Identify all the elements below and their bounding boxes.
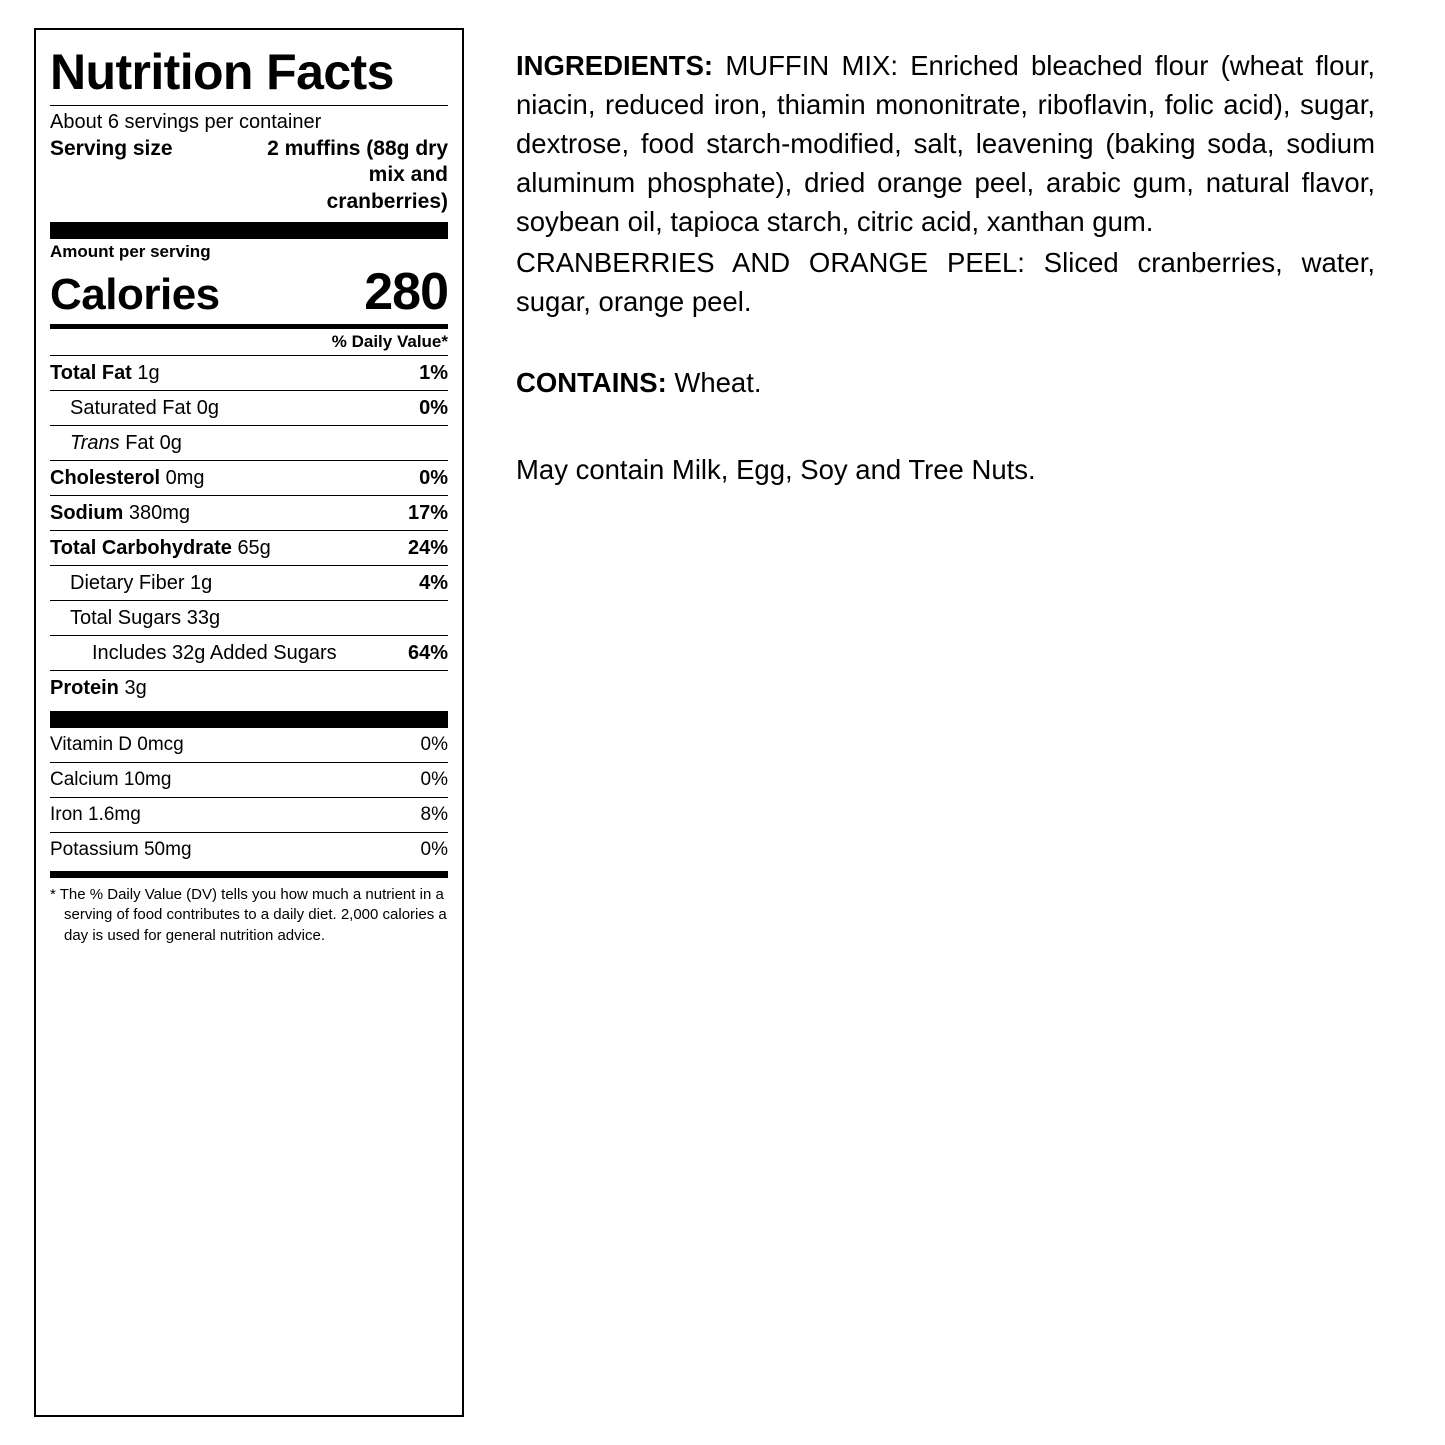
serving-size-value-line3: cranberries) [326, 190, 448, 214]
footnote-text: * The % Daily Value (DV) tells you how much a nutrient in a serving of food contributes to a daily diet. 2,000 calories a day is used for general nutrition advice. [50, 886, 447, 944]
table-row [50, 460, 448, 495]
servings-per-container: About 6 servings per container [50, 110, 322, 133]
nutrient-name: Cholesterol 0mg [50, 467, 205, 490]
ingredients-paragraph [516, 46, 1375, 241]
table-row [50, 728, 448, 762]
nutrient-name: Protein 3g [50, 677, 147, 700]
nutrition-facts-title: Nutrition Facts [50, 44, 394, 100]
vitamin-name: Iron 1.6mg [50, 804, 141, 826]
table-row [50, 635, 448, 670]
table-row [50, 762, 448, 797]
vitamin-name: Calcium 10mg [50, 769, 172, 791]
spacer [516, 323, 1375, 363]
serving-size-value-line1: 2 muffins (88g dry [267, 136, 448, 160]
calories-label: Calories [50, 270, 220, 320]
may-contain-paragraph: May contain Milk, Egg, Soy and Tree Nuts. [516, 454, 1036, 486]
contains-heading: CONTAINS: [516, 367, 667, 399]
nutrient-dv: 1% [419, 362, 448, 385]
amount-per-serving-label: Amount per serving [50, 242, 211, 262]
table-row [50, 355, 448, 390]
table-row [50, 530, 448, 565]
table-row [50, 670, 448, 705]
ingredients-text: MUFFIN MIX: Enriched bleached flour (wheat flour, niacin, reduced iron, thiamin mononitrate, riboflavin, folic acid), sugar, dextrose, food starch-modified, salt, leavening (baking soda, sodium aluminum phosphate), dried orange peel, arabic gum, natural flavor, soybean oil, tapioca starch, citric acid, xanthan gum. [516, 50, 1375, 238]
cranberries-paragraph: CRANBERRIES AND ORANGE PEEL: Sliced cranberries, water, sugar, orange peel. [516, 247, 1375, 318]
nutrient-name: Sodium 380mg [50, 502, 191, 525]
vitamin-dv: 0% [420, 839, 448, 861]
nutrient-name: Saturated Fat 0g [70, 397, 219, 420]
divider-above-footnote [50, 871, 448, 878]
divider-thick-mid [50, 711, 448, 728]
contains-paragraph [516, 363, 1375, 402]
nutrition-facts-panel [34, 28, 464, 1417]
vitamin-name: Potassium 50mg [50, 839, 192, 861]
serving-size-label: Serving size [50, 136, 173, 160]
nutrient-dv: 64% [407, 642, 448, 665]
table-row [50, 565, 448, 600]
contains-text: Wheat. [666, 367, 762, 399]
nutrient-dv: 17% [407, 502, 448, 525]
daily-value-header: % Daily Value* [331, 332, 448, 352]
nutrient-name: Total Sugars 33g [70, 607, 221, 630]
table-row [50, 390, 448, 425]
nutrient-name: Total Carbohydrate 65g [50, 537, 271, 560]
table-row [50, 495, 448, 530]
table-row [50, 797, 448, 832]
nutrient-name: Includes 32g Added Sugars [92, 642, 337, 665]
nutrient-name: Trans Fat 0g [70, 432, 182, 455]
vitamin-dv: 8% [420, 804, 448, 826]
serving-size-value-line2: mix and [368, 163, 448, 187]
calories-value: 280 [364, 263, 448, 322]
table-row [50, 600, 448, 635]
nutrient-dv: 0% [419, 397, 448, 420]
vitamin-name: Vitamin D 0mcg [50, 734, 184, 756]
nutrient-name: Total Fat 1g [50, 362, 160, 385]
serving-size-row [50, 136, 448, 223]
nutrient-name: Dietary Fiber 1g [70, 572, 213, 595]
daily-value-footnote [50, 878, 448, 946]
calories-row [50, 262, 448, 324]
nutrient-dv: 24% [407, 537, 448, 560]
vitamin-dv: 0% [420, 769, 448, 791]
nutrient-dv: 0% [419, 467, 448, 490]
spacer [516, 404, 1375, 450]
ingredients-heading: INGREDIENTS: [516, 50, 714, 81]
nutrient-dv: 4% [419, 572, 448, 595]
divider-thick-top [50, 222, 448, 239]
table-row [50, 832, 448, 867]
ingredients-column [464, 28, 1415, 1417]
table-row [50, 425, 448, 460]
vitamin-dv: 0% [420, 734, 448, 756]
